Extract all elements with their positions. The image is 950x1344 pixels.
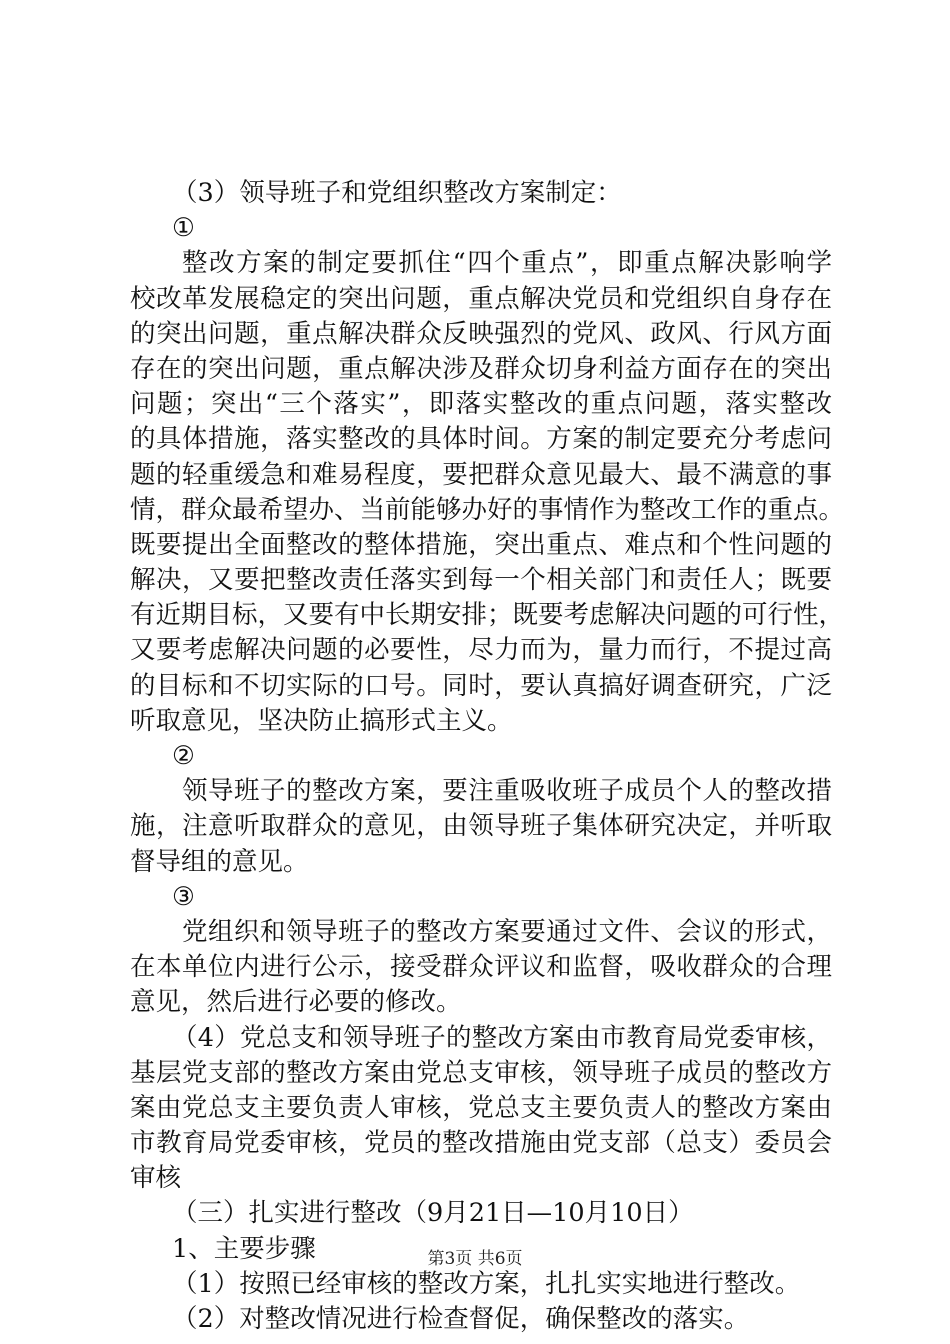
section-heading-3: （三）扎实进行整改（9月21日—10月10日）: [172, 1198, 694, 1229]
paragraph-line: 又要考虑解决问题的必要性，尽力而为，量力而行，不提过高: [130, 635, 832, 666]
paragraph-line: 施，注意听取群众的意见，由领导班子集体研究决定，并听取: [130, 811, 832, 842]
item-marker-1: ①: [172, 213, 195, 244]
paragraph-line: 解决，又要把整改责任落实到每一个相关部门和责任人；既要: [130, 565, 832, 596]
paragraph-line: 的目标和不切实际的口号。同时，要认真搞好调查研究，广泛: [130, 670, 832, 701]
paragraph-line: 存在的突出问题，重点解决涉及群众切身利益方面存在的突出: [130, 353, 832, 384]
item-marker-3: ③: [172, 881, 195, 912]
paragraph-line: 督导组的意见。: [130, 846, 309, 877]
step-item-1: （1）按照已经审核的整改方案，扎扎实实地进行整改。: [172, 1268, 801, 1299]
paragraph-line: 案由党总支主要负责人审核，党总支主要负责人的整改方案由: [130, 1092, 832, 1123]
step-item-2: （2）对整改情况进行检查督促，确保整改的落实。: [172, 1304, 750, 1334]
paragraph-line: 题的轻重缓急和难易程度，要把群众意见最大、最不满意的事: [130, 459, 832, 490]
paragraph-line: 情，群众最希望办、当前能够办好的事情作为整改工作的重点。: [130, 494, 845, 525]
paragraph-line: 的具体措施，落实整改的具体时间。方案的制定要充分考虑问: [130, 424, 832, 455]
paragraph-line: 有近期目标，又要有中长期安排；既要考虑解决问题的可行性，: [130, 600, 845, 631]
paragraph-line: 听取意见，坚决防止搞形式主义。: [130, 705, 513, 736]
paragraph-line: 整改方案的制定要抓住“四个重点”，即重点解决影响学: [182, 248, 832, 279]
steps-heading: 1、主要步骤: [172, 1233, 316, 1264]
paragraph-line: 问题；突出“三个落实”，即落实整改的重点问题，落实整改: [130, 389, 832, 420]
paragraph-line: 的突出问题，重点解决群众反映强烈的党风、政风、行风方面: [130, 318, 832, 349]
subsection-paragraph-4: （4）党总支和领导班子的整改方案由市教育局党委审核，: [172, 1022, 832, 1053]
paragraph-line: 校改革发展稳定的突出问题，重点解决党员和党组织自身存在: [130, 283, 832, 314]
paragraph-line: 基层党支部的整改方案由党总支审核，领导班子成员的整改方: [130, 1057, 832, 1088]
document-body: [130, 176, 845, 1337]
paragraph-line: 审核: [130, 1163, 182, 1194]
paragraph-line: 领导班子的整改方案，要注重吸收班子成员个人的整改措: [182, 776, 832, 807]
item-marker-2: ②: [172, 741, 195, 771]
paragraph-line: 在本单位内进行公示，接受群众评议和监督，吸收群众的合理: [130, 952, 832, 983]
subsection-heading-3: （3）领导班子和党组织整改方案制定：: [172, 178, 622, 208]
paragraph-line: 既要提出全面整改的整体措施，突出重点、难点和个性问题的: [130, 529, 832, 560]
page-number: 第3页 共6页: [427, 1249, 523, 1269]
paragraph-line: 意见，然后进行必要的修改。: [130, 987, 462, 1018]
paragraph-line: 党组织和领导班子的整改方案要通过文件、会议的形式，: [182, 916, 832, 947]
paragraph-line: 市教育局党委审核，党员的整改措施由党支部（总支）委员会: [130, 1128, 832, 1159]
